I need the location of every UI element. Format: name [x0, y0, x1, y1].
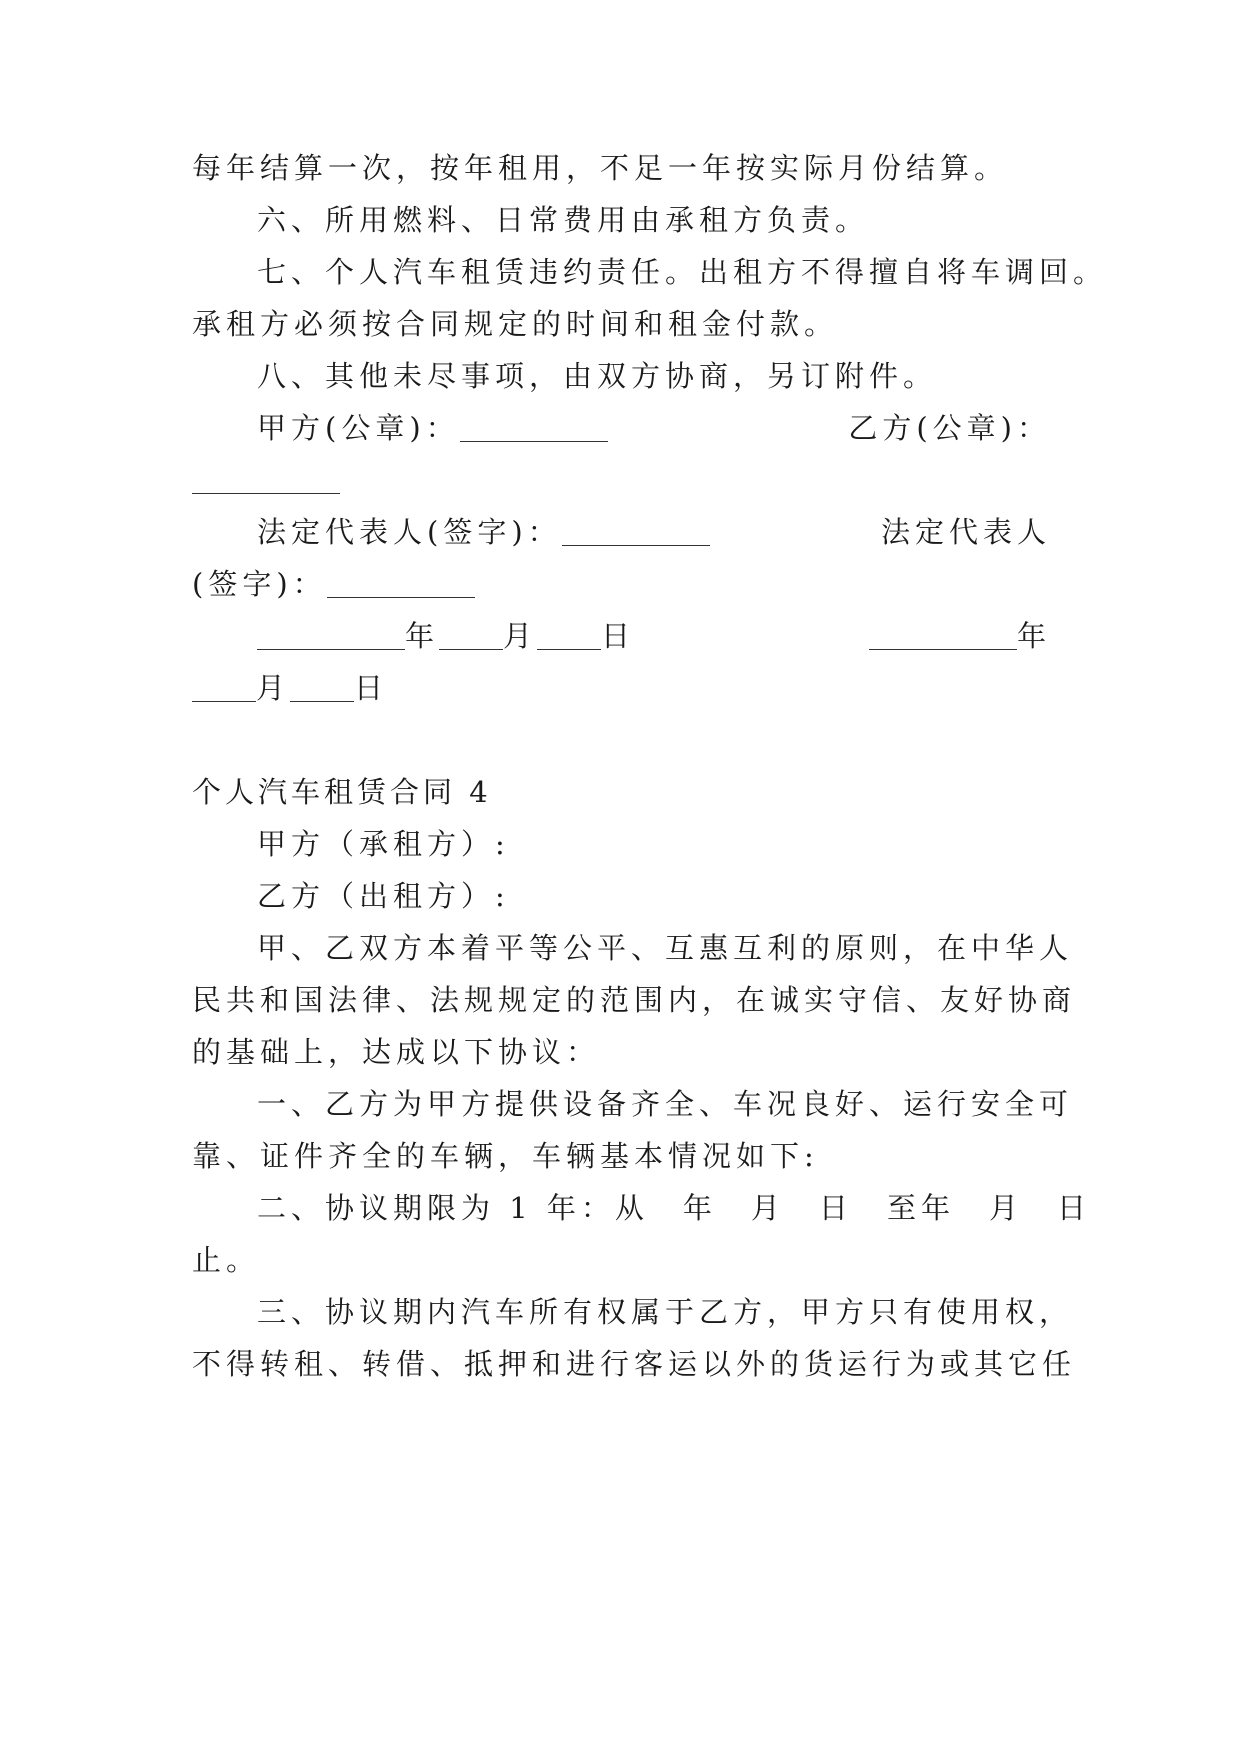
preamble-line-3: 的基础上，达成以下协议：: [192, 1035, 601, 1069]
date-a-month: 月: [503, 619, 538, 653]
date-b-line: [192, 668, 1052, 708]
preamble-line-2: 民共和国法律、法规规定的范围内，在诚实守信、友好协商: [192, 983, 1077, 1017]
clause-seven-cont: 承租方必须按合同规定的时间和租金付款。: [192, 307, 839, 341]
date-a-day: 日: [601, 619, 636, 653]
term-month: 月: [750, 1191, 785, 1225]
term-day2: 日: [1056, 1191, 1091, 1225]
party-a-seal-blank: [460, 411, 608, 442]
date-a-day-blank: [537, 619, 601, 650]
clause-one-cont: 靠、证件齐全的车辆，车辆基本情况如下:: [192, 1139, 819, 1173]
clause-seven: 七、个人汽车租赁违约责任。出租方不得擅自将车调回。: [257, 255, 1108, 289]
date-a-year-blank: [257, 619, 405, 650]
date-b-month: 月: [256, 671, 291, 705]
clause-six: 六、所用燃料、日常费用由承租方负责。: [257, 203, 870, 237]
preamble-line-1: 甲、乙双方本着平等公平、互惠互利的原则，在中华人: [257, 931, 1074, 965]
date-a-month-blank: [439, 619, 503, 650]
date-a-year: 年: [405, 619, 440, 653]
date-b-year: 年: [1016, 619, 1051, 653]
section-title: 个人汽车租赁合同 4: [192, 775, 492, 809]
date-b-year-line: [869, 616, 1051, 656]
legal-rep-b-sign-label: (签字)：: [192, 567, 327, 601]
party-b-line: 乙方（出租方）:: [257, 879, 510, 913]
clause-two: [257, 1188, 1117, 1228]
legal-rep-b-label: 法定代表人: [880, 515, 1051, 549]
party-b-seal-label: 乙方(公章)：: [848, 411, 1051, 445]
party-a-line: 甲方（承租方）:: [257, 827, 510, 861]
term-prefix: 二、协议期限为 1 年：从: [257, 1191, 649, 1225]
clause-three-cont: 不得转租、转借、抵押和进行客运以外的货运行为或其它任: [192, 1347, 1077, 1381]
clause-one: 一、乙方为甲方提供设备齐全、车况良好、运行安全可: [257, 1087, 1074, 1121]
term-to: 至年: [886, 1191, 955, 1225]
date-b-month-blank: [192, 671, 256, 702]
term-month2: 月: [988, 1191, 1023, 1225]
date-b-day: 日: [354, 671, 389, 705]
term-year: 年: [682, 1191, 717, 1225]
clause-two-end: 止。: [192, 1243, 261, 1277]
clause-eight: 八、其他未尽事项，由双方协商，另订附件。: [257, 359, 938, 393]
party-b-seal-blank: [192, 463, 340, 494]
party-b-seal-blank-line: [192, 460, 1052, 500]
paragraph-line: 每年结算一次，按年租用，不足一年按实际月份结算。: [192, 151, 1009, 185]
legal-rep-b-line: [192, 564, 1052, 604]
legal-rep-a-blank: [562, 515, 710, 546]
legal-rep-a-label: 法定代表人(签字)：: [257, 515, 562, 549]
date-b-year-blank: [869, 619, 1017, 650]
legal-rep-b-blank: [327, 567, 475, 598]
party-a-seal-label: 甲方(公章)：: [257, 411, 460, 445]
term-day: 日: [818, 1191, 853, 1225]
clause-three: 三、协议期内汽车所有权属于乙方，甲方只有使用权，: [257, 1295, 1074, 1329]
date-b-day-blank: [290, 671, 354, 702]
